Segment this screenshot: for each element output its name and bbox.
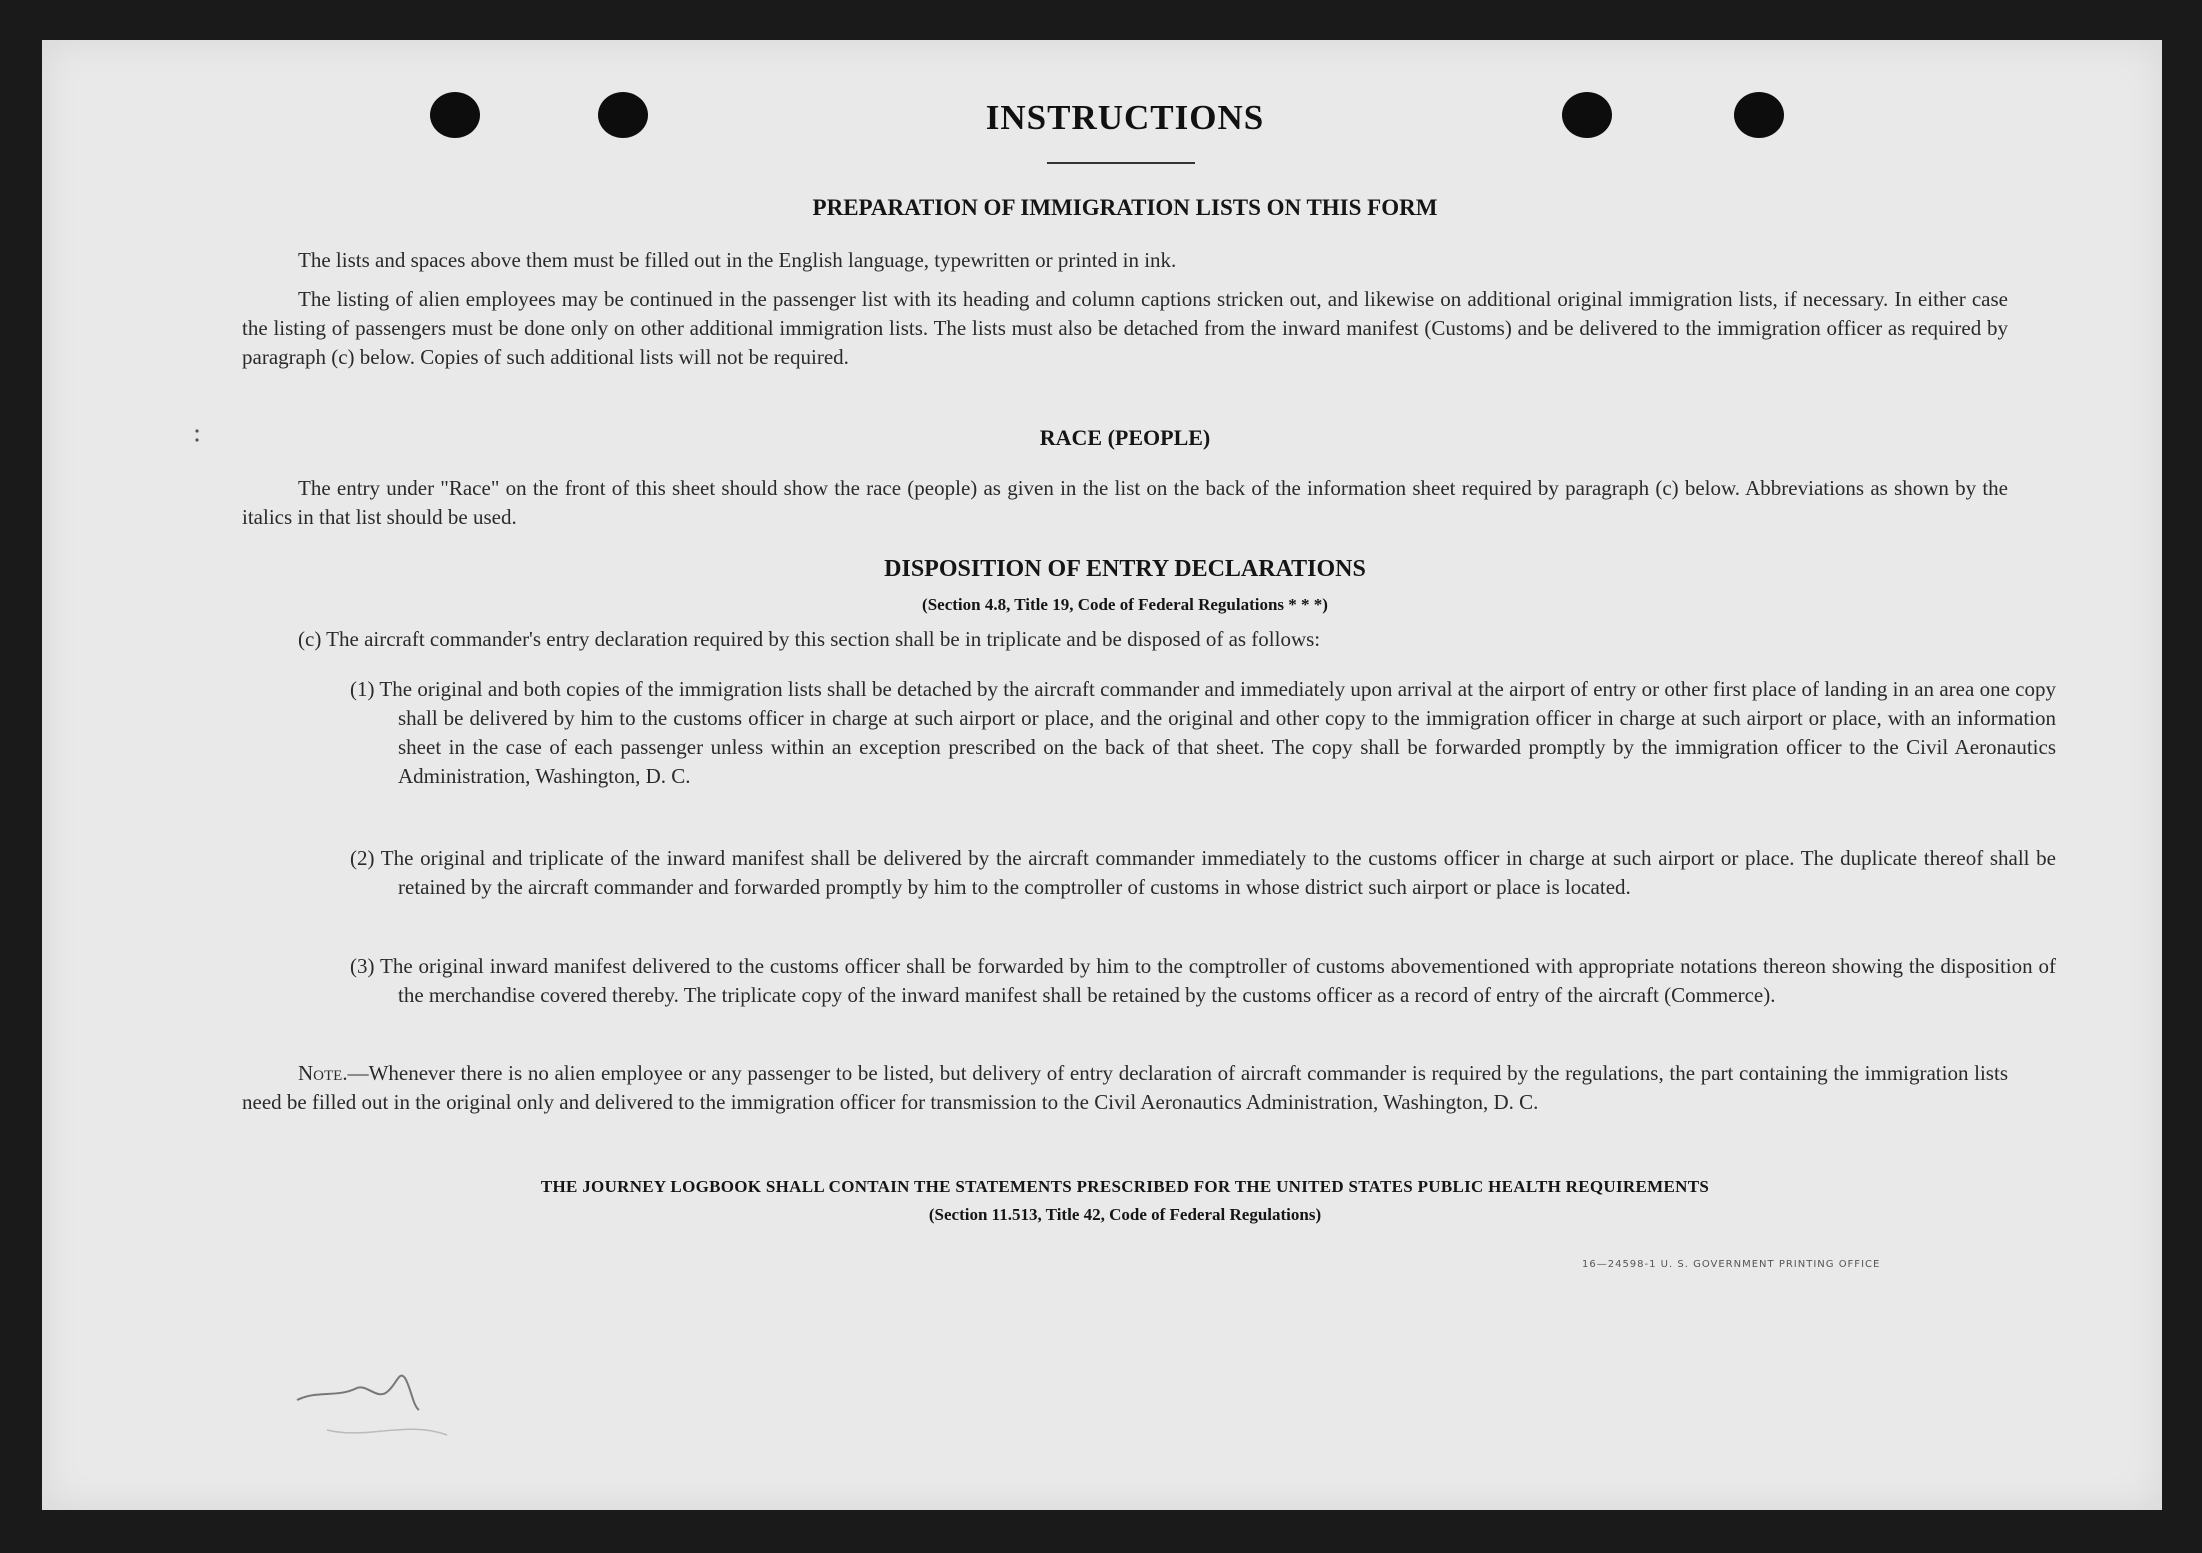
journey-line-1: THE JOURNEY LOGBOOK SHALL CONTAIN THE STATEMENTS PRESCRIBED FOR THE UNITED STATES PUBLIC HEALTH REQUIREMENTS bbox=[540, 1177, 1710, 1196]
print-code: 16—24598-1 U. S. GOVERNMENT PRINTING OFFICE bbox=[1582, 1259, 1881, 1270]
journey-line-2: (Section 11.513, Title 42, Code of Federal Regulations) bbox=[928, 1205, 1322, 1224]
pencil-scribble bbox=[287, 1340, 487, 1450]
disposition-item-3: (3) The original inward manifest delivered to the customs officer shall be forwarded by him to the comptroller of customs abovementioned with appropriate notations thereon showing the disposition of the merchandise covered thereby. The triplicate copy of the inward manifest shall be retained by the customs officer as a record of entry of the aircraft (Commerce). bbox=[350, 954, 2056, 1007]
race-para: The entry under "Race" on the front of this sheet should show the race (people) as given in the list on the back of the information sheet required by paragraph (c) below. Abbreviations as shown by the italics in that list should be used. bbox=[242, 476, 2008, 529]
race-heading: RACE (PEOPLE) bbox=[1039, 425, 1211, 450]
disposition-intro: (c) The aircraft commander's entry declaration required by this section shall be in triplicate and be disposed of as follows: bbox=[298, 627, 1321, 651]
disposition-subheading: (Section 4.8, Title 19, Code of Federal Regulations * * *) bbox=[922, 595, 1328, 614]
page-title: INSTRUCTIONS bbox=[985, 98, 1265, 137]
document-sheet bbox=[42, 40, 2162, 1510]
preparation-heading: PREPARATION OF IMMIGRATION LISTS ON THIS FORM bbox=[812, 195, 1438, 220]
disposition-item-2: (2) The original and triplicate of the inward manifest shall be delivered by the aircraft commander immediately to the customs officer in charge at such airport or place. The duplicate thereof shall be retained by the aircraft commander and forwarded promptly by him to the comptroller of customs in whose district such airport or place is located. bbox=[350, 846, 2056, 899]
title-rule bbox=[1047, 162, 1195, 164]
preparation-para-1: The lists and spaces above them must be filled out in the English language, typewritten or printed in ink. bbox=[298, 248, 1177, 272]
disposition-item-1: (1) The original and both copies of the immigration lists shall be detached by the aircraft commander and immediately upon arrival at the airport of entry or other first place of landing in an area one copy shall be delivered by him to the customs officer in charge at such airport or place, and the original and other copy to the immigration officer in charge at such airport or place, with an information sheet in the case of each passenger unless within an exception prescribed on the back of that sheet. The copy shall be forwarded promptly by the immigration officer to the Civil Aeronautics Administration, Washington, D. C. bbox=[350, 677, 2056, 788]
edge-mark bbox=[194, 428, 200, 444]
note-label: Note. bbox=[298, 1061, 348, 1085]
note-text: —Whenever there is no alien employee or any passenger to be listed, but delivery of entry declaration of aircraft commander is required by the regulations, the part containing the immigration lists need be filled out in the original only and delivered to the immigration officer for transmission to the Civil Aeronautics Administration, Washington, D. C. bbox=[242, 1061, 2008, 1114]
note-paragraph bbox=[242, 1059, 2008, 1117]
disposition-heading: DISPOSITION OF ENTRY DECLARATIONS bbox=[884, 556, 1366, 582]
preparation-para-2: The listing of alien employees may be continued in the passenger list with its heading and column captions stricken out, and likewise on additional original immigration lists, if necessary. In either case the listing of passengers must be done only on other additional immigration lists. The lists must also be detached from the inward manifest (Customs) and be delivered to the immigration officer as required by paragraph (c) below. Copies of such additional lists will not be required. bbox=[242, 287, 2008, 369]
